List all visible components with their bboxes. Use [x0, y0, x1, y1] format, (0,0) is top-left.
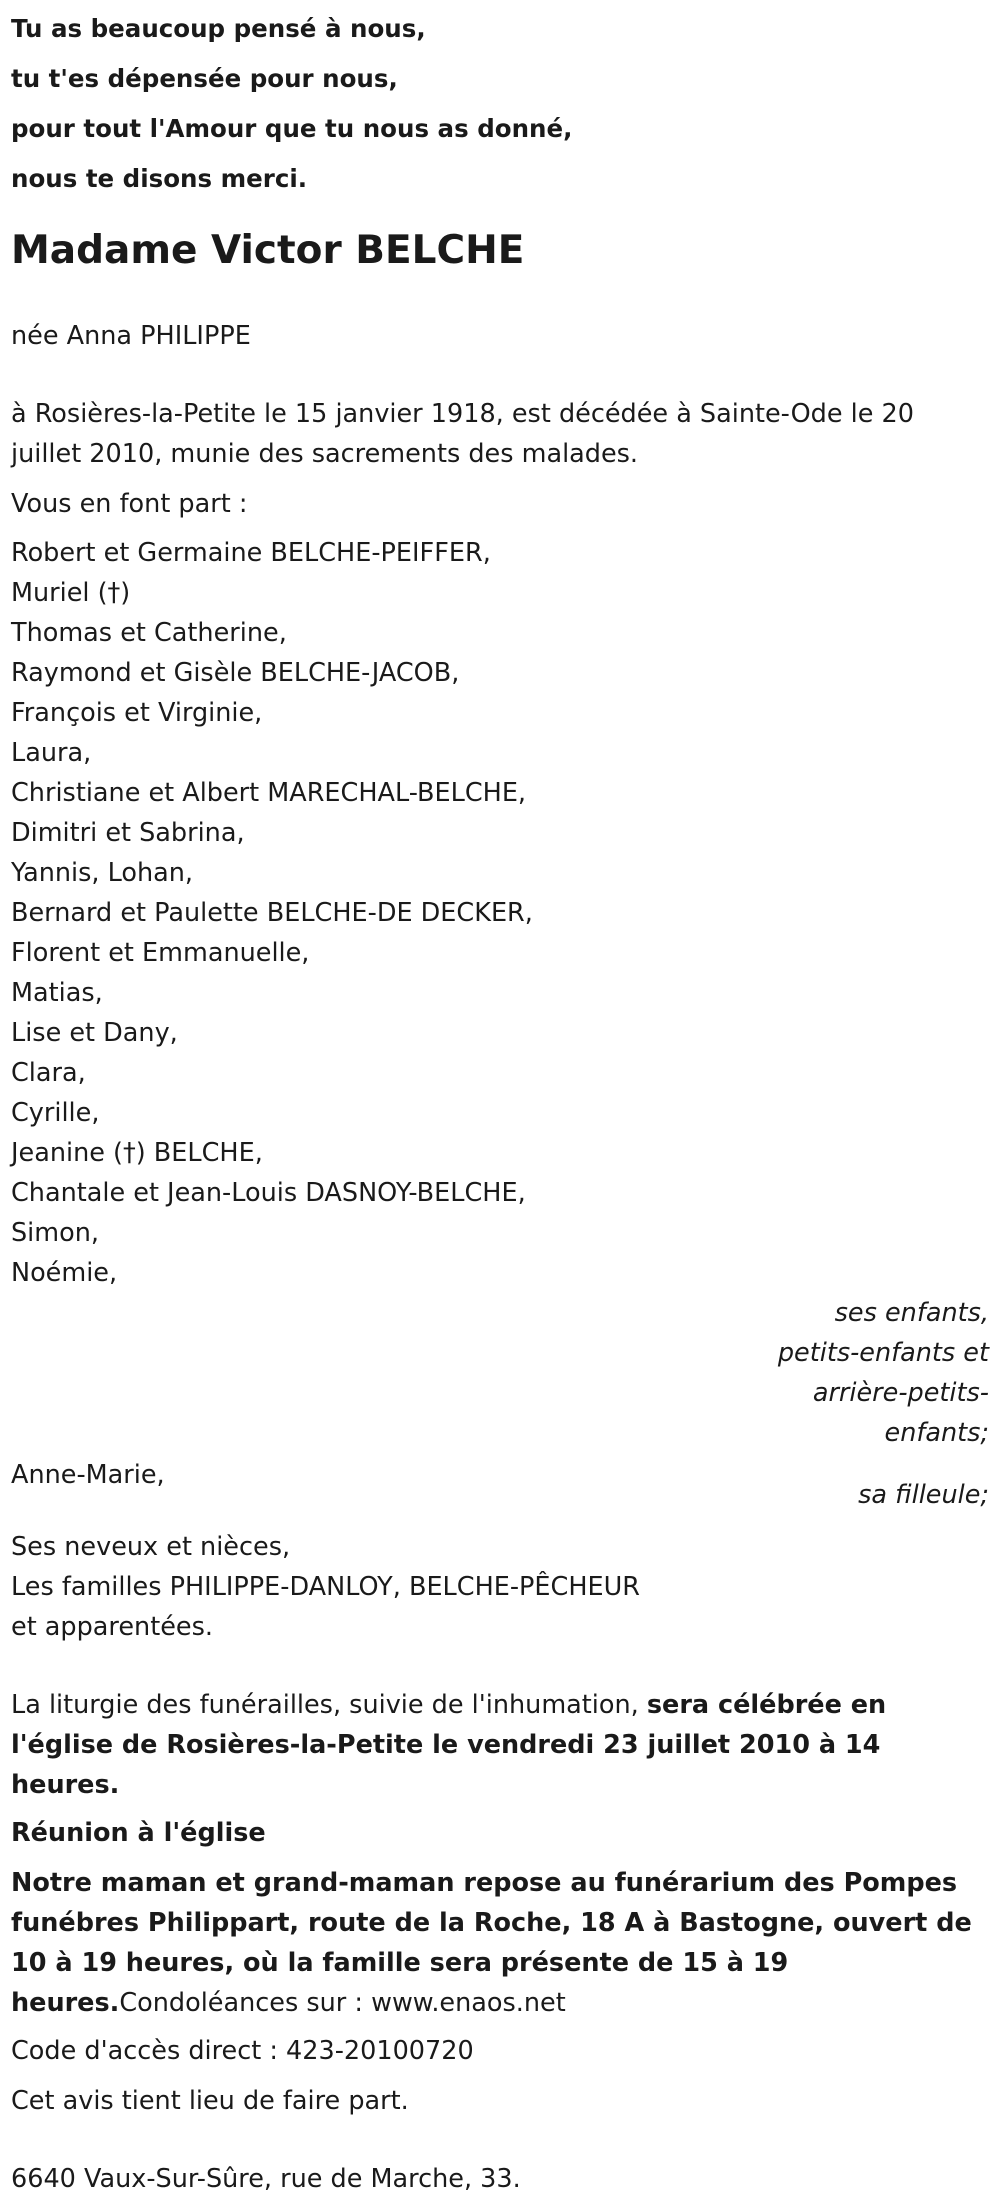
relatives-line: Ses neveux et nièces, [11, 1532, 291, 1562]
goddaughter-name: Anne-Marie, [11, 1460, 165, 1490]
announcement-intro: Vous en font part : [11, 489, 248, 519]
reunion-note: Réunion à l'église [11, 1818, 266, 1848]
family-member: Laura, [11, 738, 92, 768]
condolences-text: Condoléances sur : www.enaos.net [119, 1988, 566, 2018]
relatives-line: Les familles PHILIPPE-DANLOY, BELCHE-PÊCHEUR [11, 1572, 641, 1602]
poem [11, 0, 989, 204]
children-label: ses enfants, petits-enfants et arrière-petits-enfants; [777, 1298, 989, 1448]
family-member: Robert et Germaine BELCHE-PEIFFER, [11, 538, 491, 568]
funerarium-details: Notre maman et grand-maman repose au funérarium des Pompes funébres Philippart, route de la Roche, 18 A à Bastogne, ouvert de 10 à 19 heures, où la famille sera présente de 15 à 19 heures. [11, 1868, 972, 2018]
family-member: Clara, [11, 1058, 86, 1088]
goddaughter-row [11, 1455, 989, 1510]
family-member: Florent et Emmanuelle, [11, 938, 310, 968]
family-member: Lise et Dany, [11, 1018, 178, 1048]
goddaughter-label: sa filleule; [858, 1480, 989, 1510]
notice-note: Cet avis tient lieu de faire part. [11, 2086, 409, 2116]
family-list [11, 533, 989, 1293]
relatives-list [11, 1527, 989, 1647]
funerarium-paragraph [11, 1863, 989, 2023]
family-member: Matias, [11, 978, 103, 1008]
family-member: Dimitri et Sabrina, [11, 818, 245, 848]
family-member: Raymond et Gisèle BELCHE-JACOB, [11, 658, 460, 688]
family-member: Yannis, Lohan, [11, 858, 194, 888]
family-member: Chantale et Jean-Louis DASNOY-BELCHE, [11, 1178, 526, 1208]
children-label-box [11, 1293, 989, 1453]
poem-line: nous te disons merci. [11, 164, 308, 193]
birth-death-details: à Rosières-la-Petite le 15 janvier 1918, est décédée à Sainte-Ode le 20 juillet 2010, munie des sacrements des malades. [11, 399, 914, 469]
access-code: Code d'accès direct : 423-20100720 [11, 2036, 474, 2066]
address: 6640 Vaux-Sur-Sûre, rue de Marche, 33. [11, 2164, 521, 2194]
family-member: Thomas et Catherine, [11, 618, 287, 648]
deceased-name: Madame Victor BELCHE [11, 228, 525, 273]
family-member: Noémie, [11, 1258, 118, 1288]
family-member: Simon, [11, 1218, 99, 1248]
relatives-line: et apparentées. [11, 1612, 213, 1642]
poem-line: tu t'es dépensée pour nous, [11, 64, 398, 93]
family-member: Cyrille, [11, 1098, 100, 1128]
family-member: Christiane et Albert MARECHAL-BELCHE, [11, 778, 527, 808]
liturgy-paragraph [11, 1685, 989, 1805]
liturgy-text: La liturgie des funérailles, suivie de l'inhumation, [11, 1690, 647, 1720]
family-member: Muriel (†) [11, 578, 131, 608]
family-member: François et Virginie, [11, 698, 263, 728]
poem-line: pour tout l'Amour que tu nous as donné, [11, 114, 573, 143]
family-member: Bernard et Paulette BELCHE-DE DECKER, [11, 898, 533, 928]
poem-line: Tu as beaucoup pensé à nous, [11, 14, 426, 43]
liturgy-details: sera célébrée en l'église de Rosières-la-Petite le vendredi 23 juillet 2010 à 14 heures. [11, 1690, 887, 1800]
family-member: Jeanine (†) BELCHE, [11, 1138, 263, 1168]
maiden-name: née Anna PHILIPPE [11, 321, 251, 351]
